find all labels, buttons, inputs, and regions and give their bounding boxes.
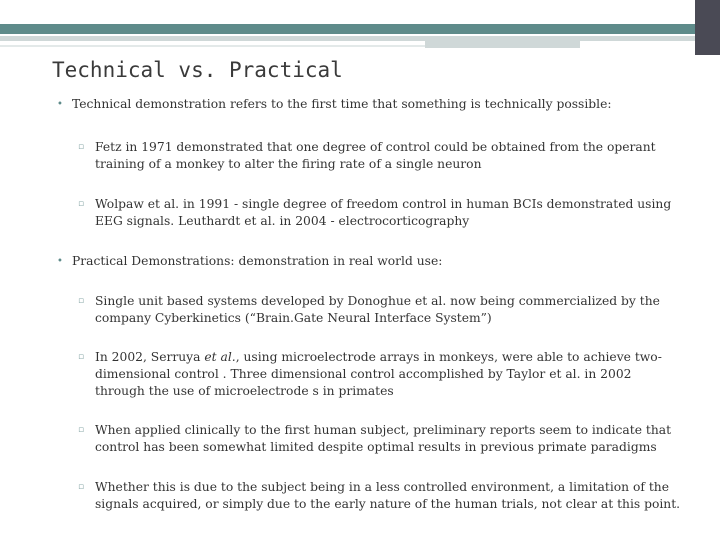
sub-bullet-fetz-1971: Fetz in 1971 demonstrated that one degree of control could be obtained from the operant training of a monkey to alter the firing rate of a single neuron [95, 140, 656, 171]
sub-bullet-serruya-2002 [95, 349, 685, 400]
bullet-practical-demonstrations: Practical Demonstrations: demonstration in real world use: [72, 254, 443, 268]
sub-bullet-marker: ▫ [78, 296, 85, 306]
serruya-text-start: In 2002, Serruya [95, 350, 205, 364]
sub-bullet-clinical-human: When applied clinically to the first human subject, preliminary reports seem to indicate that control has been somewhat limited despite optimal results in previous primate paradigms [95, 423, 672, 454]
bullet-marker: • [57, 99, 63, 110]
sub-bullet-marker: ▫ [78, 352, 85, 362]
sub-bullet-donoghue: Single unit based systems developed by Donoghue et al. now being commercialized by the company Cyberkinetics (“Brain.Gate Neural Interface System”) [95, 294, 660, 325]
sub-bullet-marker: ▫ [78, 199, 85, 209]
bullet-technical-demonstration: Technical demonstration refers to the first time that something is technically possible: [72, 97, 612, 111]
serruya-text-italic: et al. [204, 350, 236, 364]
sub-bullet-marker: ▫ [78, 425, 85, 435]
serruya-text-end: , using microelectrode arrays in monkeys, were able to achieve two-dimensional control . Three dimensional control accomplished by Taylor et al. in 2002 through the use of microelectrode s in primates [95, 350, 662, 398]
bullet-marker: • [57, 256, 63, 267]
sub-bullet-marker: ▫ [78, 482, 85, 492]
sub-bullet-marker: ▫ [78, 142, 85, 152]
slide-title: Technical vs. Practical [52, 58, 343, 82]
sub-bullet-wolpaw-1991: Wolpaw et al. in 1991 - single degree of freedom control in human BCIs demonstrated using EEG signals. Leuthardt et al. in 2004 - electrocorticography [95, 197, 672, 228]
sub-bullet-unclear-cause: Whether this is due to the subject being in a less controlled environment, a limitation of the signals acquired, or simply due to the early nature of the human trials, not clear at this point. [95, 480, 681, 511]
